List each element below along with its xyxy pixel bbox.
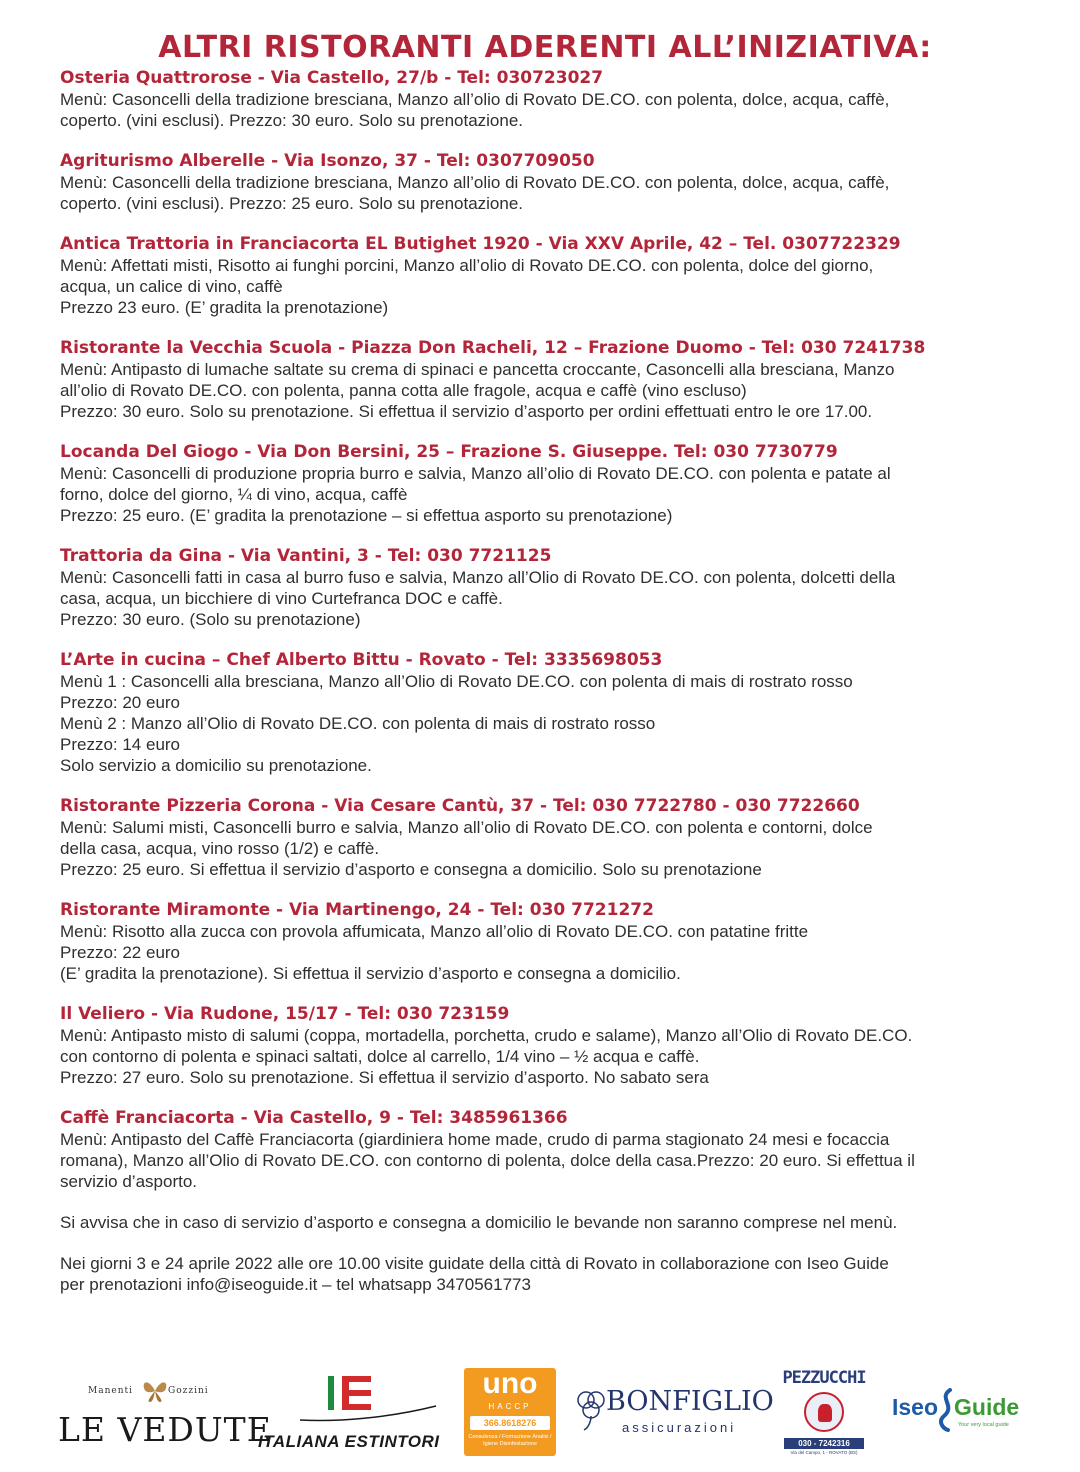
- menu-line: Prezzo: 20 euro: [60, 693, 181, 712]
- menu-line: Prezzo: 30 euro. (Solo su prenotazione): [60, 610, 361, 629]
- italiana-estintori-logo: [258, 1374, 448, 1454]
- uno-phone: 366.8618276: [470, 1416, 550, 1430]
- pezzucchi-address: Via del Campo, 1 - ROVATO (BS): [790, 1450, 858, 1455]
- le-vedute-top-right: Gozzini: [168, 1386, 209, 1396]
- uno-tagline: Consulenza / Formazione Analisi / Igiene Disinfestazione: [468, 1434, 552, 1447]
- menu-line: Menù: Antipasto di lumache saltate su crema di spinaci e pancetta croccante, Casoncelli alla bresciana, Manzo: [60, 360, 895, 379]
- uno-sub: HACCP: [488, 1402, 532, 1411]
- beverages-note: Si avvisa che in caso di servizio d’asporto e consegna a domicilio le bevande non saranno comprese nel menù.: [60, 1213, 898, 1232]
- menu-line: Menù 2 : Manzo all’Olio di Rovato DE.CO. con polenta di mais di rostrato rosso: [60, 714, 656, 733]
- menu-line: della casa, acqua, vino rosso (1/2) e caffè.: [60, 839, 380, 858]
- italiana-estintori-name: ITALIANA ESTINTORI: [258, 1432, 440, 1451]
- menu-line: Prezzo: 25 euro. (E’ gradita la prenotazione – si effettua asporto su prenotazione): [60, 506, 673, 525]
- menu-line: Prezzo: 22 euro: [60, 943, 181, 962]
- bonfiglio-name: BONFIGLIO: [606, 1386, 774, 1417]
- restaurant-entry: [60, 796, 1030, 880]
- le-vedute-logo: [58, 1382, 272, 1452]
- pezzucchi-logo: [780, 1368, 868, 1460]
- clover-icon: [576, 1388, 606, 1432]
- restaurant-entry: [60, 442, 1030, 526]
- menu-line: all’olio di Rovato DE.CO. con polenta, panna cotta alle fragole, acqua e caffè (vino escluso): [60, 381, 747, 400]
- menu-line: Menù: Antipasto misto di salumi (coppa, mortadella, porchetta, crudo e salame), Manzo all’Olio di Rovato DE.CO.: [60, 1026, 913, 1045]
- restaurant-header: Antica Trattoria in Franciacorta EL Butighet 1920 - Via XXV Aprile, 42 – Tel. 0307722329: [60, 234, 901, 254]
- bonfiglio-sub: assicurazioni: [622, 1420, 737, 1435]
- menu-line: Menù: Casoncelli fatti in casa al burro fuso e salvia, Manzo all’Olio di Rovato DE.CO. con polenta, dolcetti della: [60, 568, 896, 587]
- le-vedute-top-left: Manenti: [88, 1386, 133, 1396]
- tours-note-line: Nei giorni 3 e 24 aprile 2022 alle ore 10.00 visite guidate della città di Rovato in collaborazione con Iseo Guide: [60, 1254, 889, 1273]
- menu-line: Menù: Risotto alla zucca con provola affumicata, Manzo all’olio di Rovato DE.CO. con patatine fritte: [60, 922, 809, 941]
- sponsor-logos: [58, 1368, 1024, 1460]
- menu-line: Prezzo: 30 euro. Solo su prenotazione. Si effettua il servizio d’asporto per ordini effettuati entro le ore 17.00.: [60, 402, 873, 421]
- page-title: ALTRI RISTORANTI ADERENTI ALL’INIZIATIVA:: [158, 30, 932, 65]
- menu-line: Menù: Salumi misti, Casoncelli burro e salvia, Manzo all’olio di Rovato DE.CO. con polenta e contorni, dolce: [60, 818, 873, 837]
- menu-line: Solo servizio a domicilio su prenotazione.: [60, 756, 372, 775]
- menu-line: Menù: Casoncelli della tradizione bresciana, Manzo all’olio di Rovato DE.CO. con polenta, dolce, acqua, caffè,: [60, 173, 890, 192]
- restaurant-header: Ristorante Miramonte - Via Martinengo, 24 - Tel: 030 7721272: [60, 900, 654, 920]
- restaurant-entry: [60, 1004, 1030, 1088]
- restaurant-header: Ristorante Pizzeria Corona - Via Cesare Cantù, 37 - Tel: 030 7722780 - 030 7722660: [60, 796, 860, 816]
- menu-line: coperto. (vini esclusi). Prezzo: 25 euro. Solo su prenotazione.: [60, 194, 524, 213]
- pezzucchi-phone: 030 - 7242316: [784, 1438, 864, 1449]
- le-vedute-name: LE VEDUTE: [58, 1410, 272, 1449]
- uno-name: uno: [482, 1367, 538, 1400]
- menu-line: romana), Manzo all’Olio di Rovato DE.CO. con contorno di polenta, dolce della casa.Prezzo: 20 euro. Si effettua il: [60, 1151, 915, 1170]
- restaurant-entry: [60, 234, 1030, 318]
- bonfiglio-logo: [576, 1386, 774, 1446]
- menu-line: Prezzo: 25 euro. Si effettua il servizio d’asporto e consegna a domicilio. Solo su prenotazione: [60, 860, 762, 879]
- restaurant-entry: [60, 68, 1030, 131]
- restaurant-entry: [60, 1108, 1030, 1192]
- restaurant-header: Ristorante la Vecchia Scuola - Piazza Don Racheli, 12 – Frazione Duomo - Tel: 030 7241738: [60, 338, 926, 358]
- pezzucchi-name: PEZZUCCHI: [782, 1368, 866, 1388]
- menu-line: Menù: Affettati misti, Risotto ai funghi porcini, Manzo all’olio di Rovato DE.CO. con polenta, dolce del giorno,: [60, 256, 874, 275]
- menu-line: servizio d’asporto.: [60, 1172, 198, 1191]
- iseo-guide-logo: [892, 1388, 1024, 1440]
- menu-line: forno, dolce del giorno, ¼ di vino, acqua, caffè: [60, 485, 408, 504]
- menu-line: Menù 1 : Casoncelli alla bresciana, Manzo all’Olio di Rovato DE.CO. con polenta di mais di rostrato rosso: [60, 672, 853, 691]
- menu-line: Prezzo: 27 euro. Solo su prenotazione. Si effettua il servizio d’asporto. No sabato sera: [60, 1068, 709, 1087]
- restaurant-header: Trattoria da Gina - Via Vantini, 3 - Tel: 030 7721125: [60, 546, 552, 566]
- menu-line: casa, acqua, un bicchiere di vino Curtefranca DOC e caffè.: [60, 589, 503, 608]
- restaurant-header: Locanda Del Giogo - Via Don Bersini, 25 – Frazione S. Giuseppe. Tel: 030 7730779: [60, 442, 838, 462]
- tours-note-line: per prenotazioni info@iseoguide.it – tel whatsapp 3470561773: [60, 1275, 531, 1294]
- iseo-guide-part1: Iseo: [892, 1394, 939, 1420]
- menu-line: Menù: Casoncelli della tradizione bresciana, Manzo all’olio di Rovato DE.CO. con polenta, dolce, acqua, caffè,: [60, 90, 890, 109]
- restaurant-list: [60, 68, 1030, 1192]
- tours-note: [60, 1253, 1030, 1295]
- notes: [60, 1212, 1030, 1295]
- menu-line: acqua, un calice di vino, caffè: [60, 277, 283, 296]
- restaurant-entry: [60, 151, 1030, 214]
- restaurant-entry: [60, 338, 1030, 422]
- restaurant-header: Caffè Franciacorta - Via Castello, 9 - Tel: 3485961366: [60, 1108, 568, 1128]
- menu-line: Menù: Antipasto del Caffè Franciacorta (giardiniera home made, crudo di parma stagionato 24 mesi e focaccia: [60, 1130, 890, 1149]
- restaurant-header: Agriturismo Alberelle - Via Isonzo, 37 - Tel: 0307709050: [60, 151, 595, 171]
- menu-line: con contorno di polenta e spinaci saltati, dolce al carrello, 1/4 vino – ½ acqua e caffè.: [60, 1047, 700, 1066]
- restaurant-entry: [60, 546, 1030, 630]
- iseo-guide-part2: Guide: [954, 1394, 1020, 1420]
- restaurant-header: Il Veliero - Via Rudone, 15/17 - Tel: 030 723159: [60, 1004, 510, 1024]
- restaurant-entry: [60, 650, 1030, 776]
- butterfly-icon: [140, 1378, 170, 1404]
- menu-line: Menù: Casoncelli di produzione propria burro e salvia, Manzo all’olio di Rovato DE.CO. con polenta e patate al: [60, 464, 891, 483]
- restaurant-header: Osteria Quattrorose - Via Castello, 27/b - Tel: 030723027: [60, 68, 604, 88]
- shop-emblem-icon: [804, 1392, 844, 1432]
- uno-haccp-logo: [464, 1368, 556, 1456]
- flyer: [60, 28, 1030, 1295]
- menu-line: Prezzo 23 euro. (E’ gradita la prenotazione): [60, 298, 389, 317]
- menu-line: (E’ gradita la prenotazione). Si effettua il servizio d’asporto e consegna a domicilio.: [60, 964, 681, 983]
- swoosh-icon: [298, 1404, 438, 1424]
- menu-line: coperto. (vini esclusi). Prezzo: 30 euro. Solo su prenotazione.: [60, 111, 524, 130]
- iseo-guide-tagline: Your very local guide: [958, 1422, 1009, 1428]
- restaurant-entry: [60, 900, 1030, 984]
- restaurant-header: L’Arte in cucina – Chef Alberto Bittu - Rovato - Tel: 3335698053: [60, 650, 663, 670]
- menu-line: Prezzo: 14 euro: [60, 735, 181, 754]
